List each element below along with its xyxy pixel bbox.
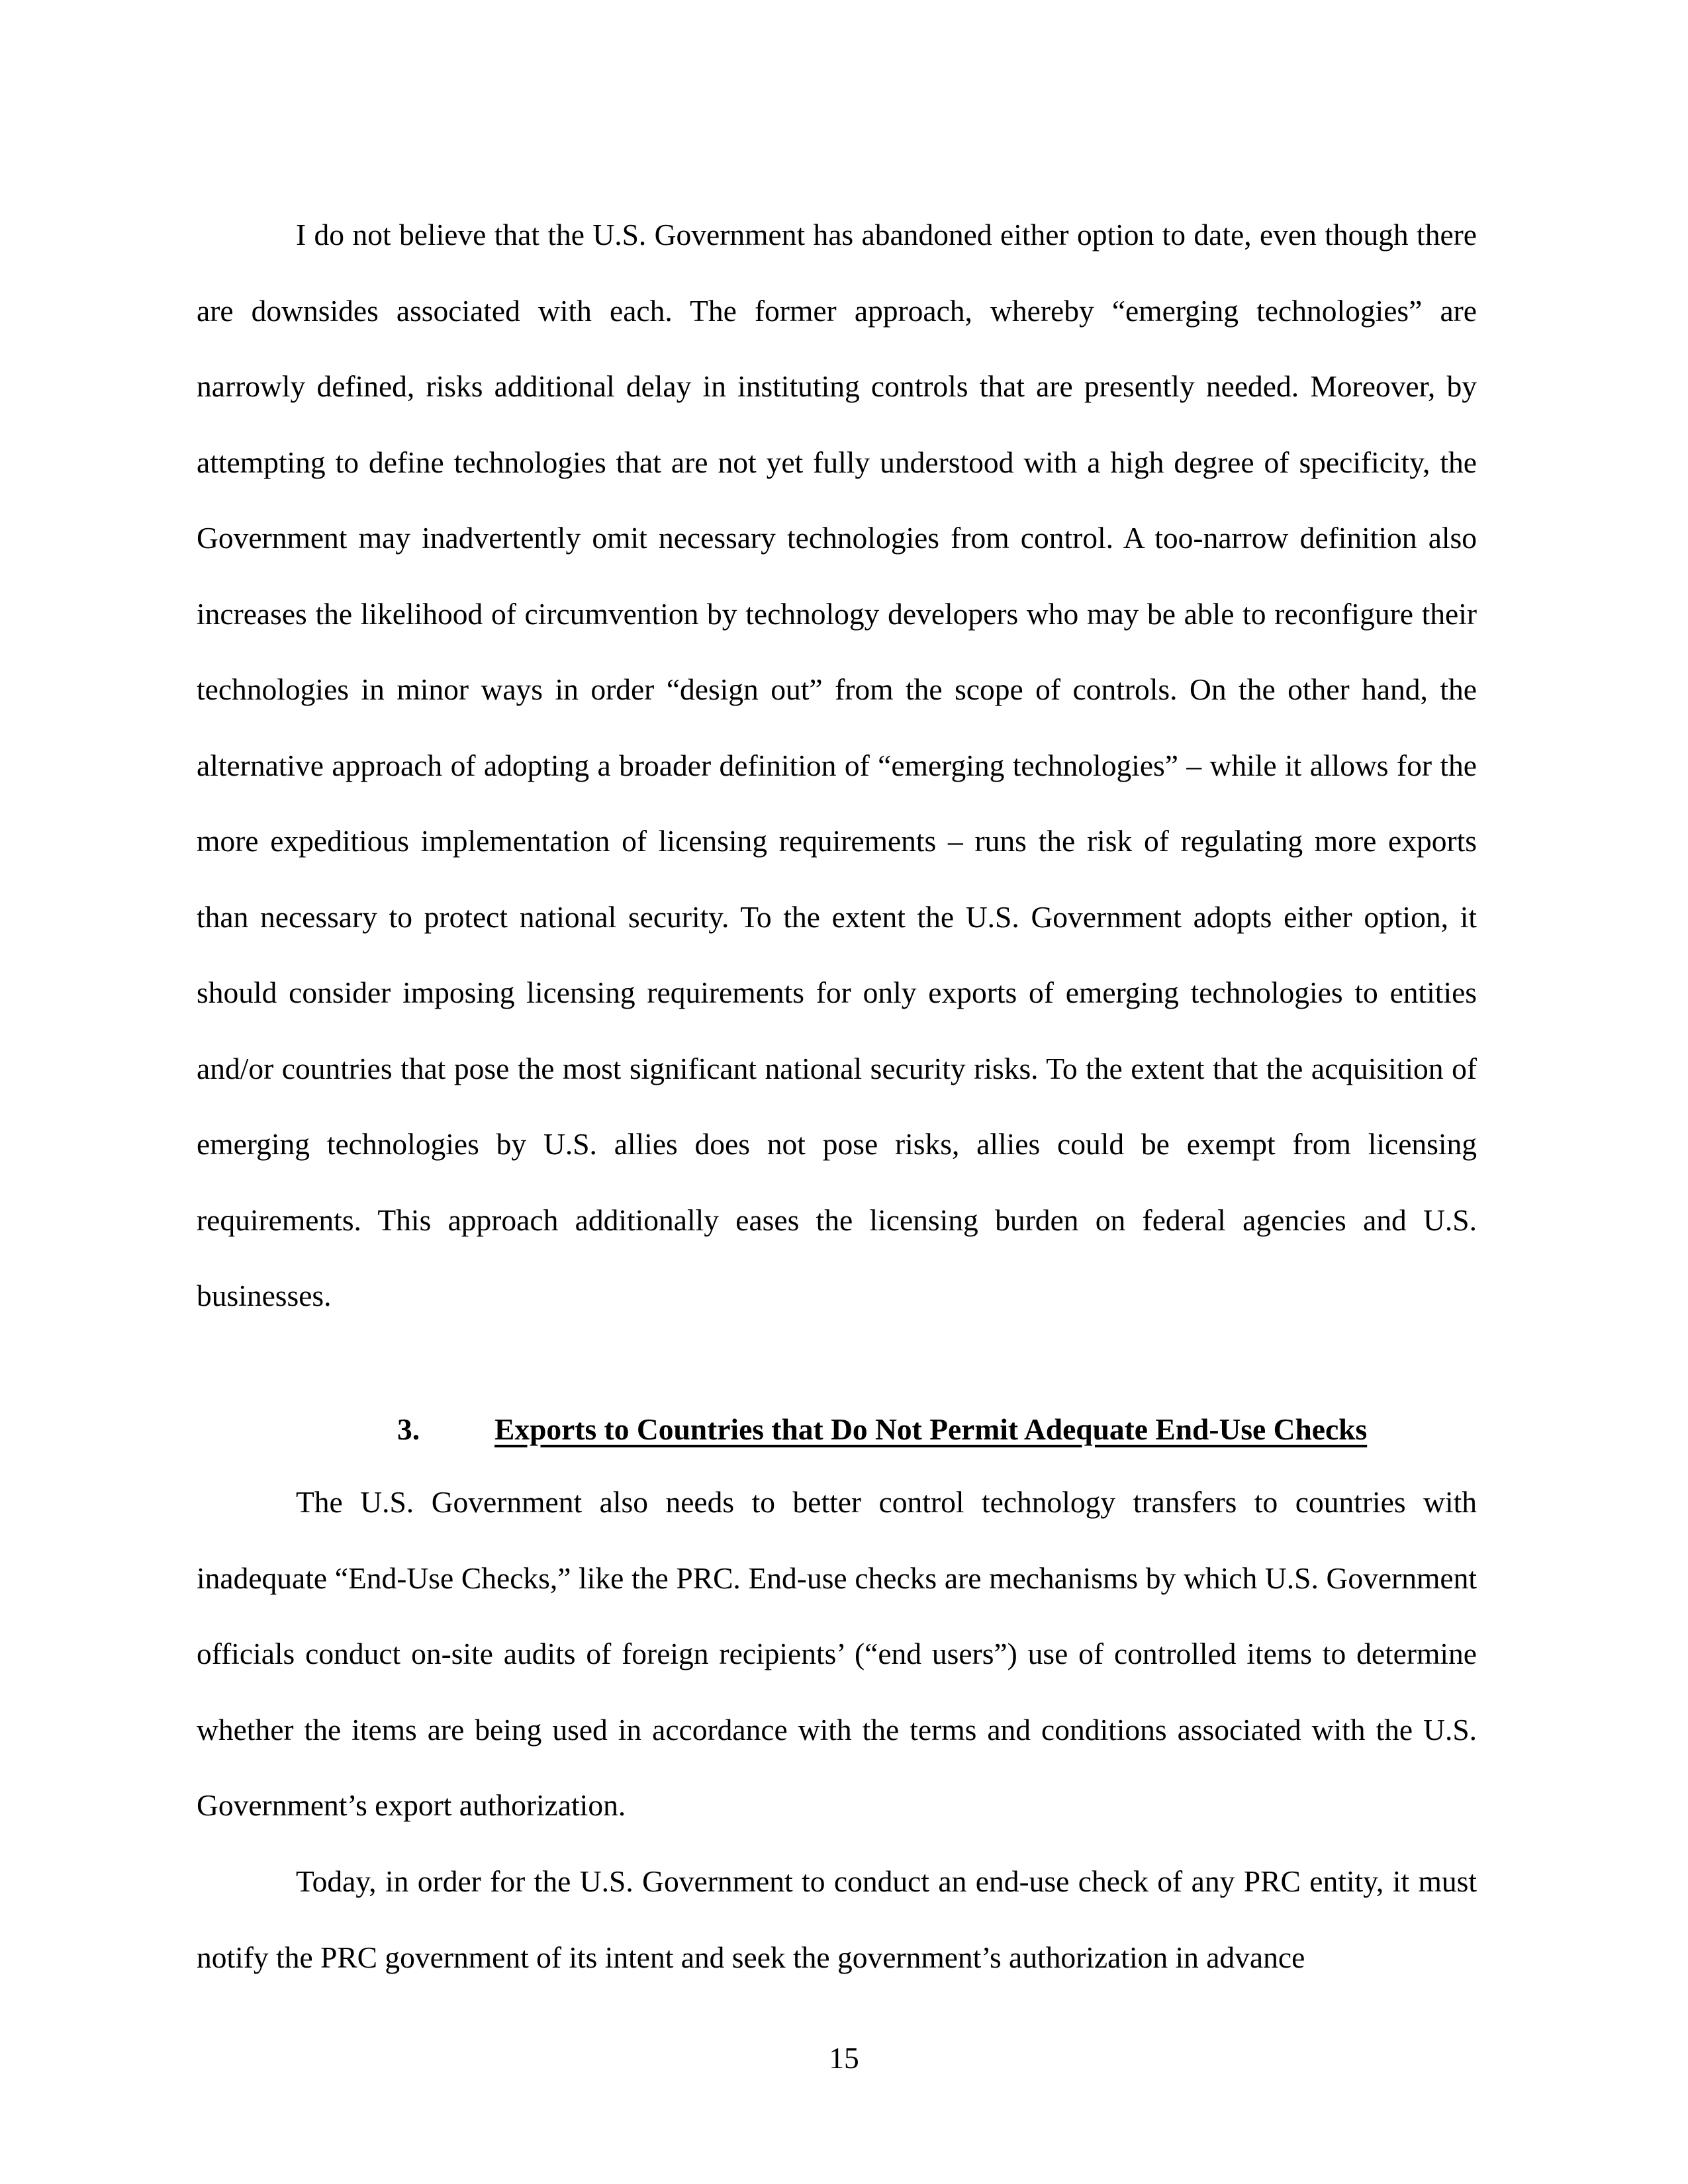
paragraph-prc-notification: Today, in order for the U.S. Government to conduct an end-use check of any PRC entity, it must notify the PRC government of its intent and seek the government’s authorization in advance: [197, 1864, 1477, 1974]
section-title: Exports to Countries that Do Not Permit Adequate End-Use Checks: [494, 1412, 1368, 1446]
paragraph-emerging-technologies-options: I do not believe that the U.S. Government has abandoned either option to date, even though there are downsides associated with each. The former approach, whereby “emerging technologies” are narrowly defined, risks additional delay in instituting controls that are presently needed. Moreover, by attempting to define technologies that are not yet fully understood with a high degree of specificity, the Government may inadvertently omit necessary technologies from control. A too-narrow definition also increases the likelihood of circumvention by technology developers who may be able to reconfigure their technologies in minor ways in order “design out” from the scope of controls. On the other hand, the alternative approach of adopting a broader definition of “emerging technologies” – while it allows for the more expeditious implementation of licensing requirements – runs the risk of regulating more exports than necessary to protect national security. To the extent the U.S. Government adopts either option, it should consider imposing licensing requirements for only exports of emerging technologies to entities and/or countries that pose the most significant national security risks. To the extent that the acquisition of emerging technologies by U.S. allies does not pose risks, allies could be exempt from licensing requirements. This approach additionally eases the licensing burden on federal agencies and U.S. businesses.: [197, 218, 1477, 1312]
page-number: 15: [829, 2041, 859, 2075]
section-number: 3.: [397, 1412, 420, 1446]
paragraph-end-use-checks: The U.S. Government also needs to better control technology transfers to countries with inadequate “End-Use Checks,” like the PRC. End-use checks are mechanisms by which U.S. Government officials conduct on-site audits of foreign recipients’ (“end users”) use of controlled items to determine whether the items are being used in accordance with the terms and conditions associated with the U.S. Government’s export authorization.: [197, 1485, 1477, 1822]
